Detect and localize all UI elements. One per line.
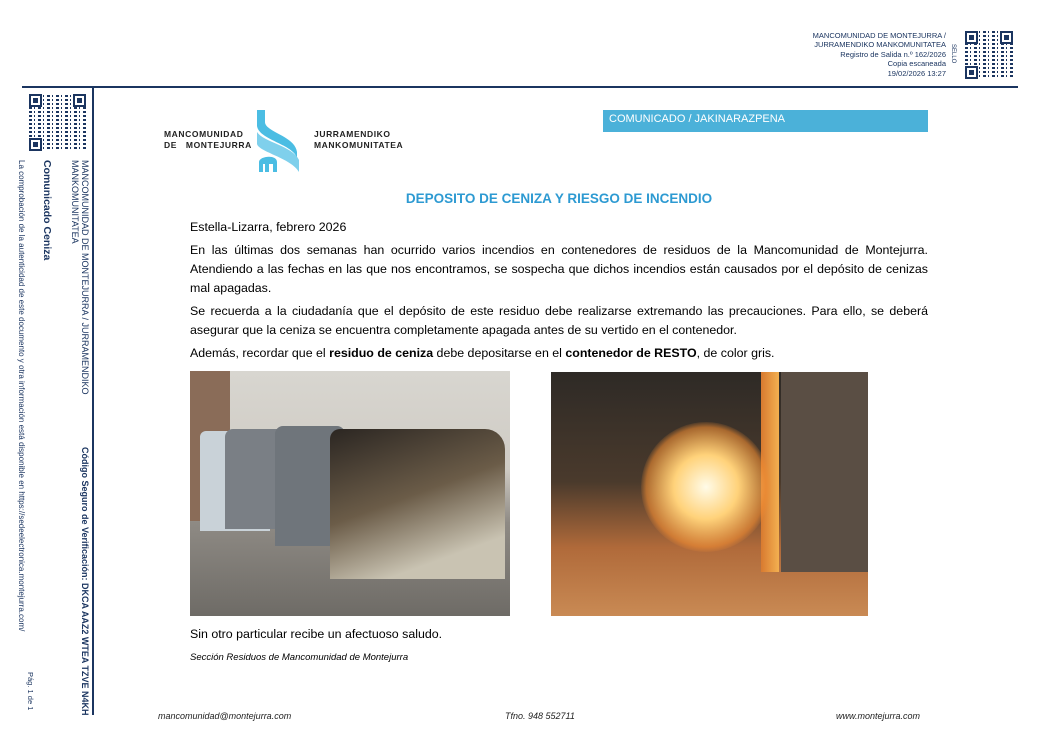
page-number: Pág. 1 de 1 (26, 672, 35, 711)
footer-website[interactable]: www.montejurra.com (836, 711, 921, 721)
container-fire-photo (551, 372, 868, 616)
side-doc-title: Comunicado Ceniza (41, 160, 53, 261)
text: Además, recordar que el (190, 346, 330, 360)
verification-link[interactable]: La comprobación de la autenticidad de este documento y otra información está disponible en https://sedeelectronica.montejurra.com/ (17, 160, 26, 632)
text: debe depositarse en el (433, 346, 566, 360)
side-org-name (70, 160, 90, 395)
burnt-containers-photo (190, 371, 510, 616)
emphasis: contenedor de RESTO (565, 346, 697, 360)
registry-stamp (813, 31, 946, 78)
stamp-line: Copia escaneada (887, 59, 946, 69)
side-org-line: MANCOMUNIDAD DE MONTEJURRA / JURRAMENDIKO (80, 160, 90, 395)
logo-text-eu (314, 129, 403, 151)
logo-line: MANCOMUNIDAD (164, 129, 244, 139)
communique-banner: COMUNICADO / JAKINARAZPENA (603, 110, 928, 132)
paragraph-1: En las últimas dos semanas han ocurrido varios incendios en contenedores de residuos de la Mancomunidad de Montejurra. Atendiendo a las fechas en las que nos encontramos, se sospecha que dichos incendios están causados por el depósito de cenizas mal apagadas. (190, 243, 928, 295)
stamp-registry-number: Registro de Salida n.º 162/2026 (840, 49, 946, 59)
stamp-line: MANCOMUNIDAD DE MONTEJURRA / (812, 31, 946, 40)
closing-line: Sin otro particular recibe un afectuoso saludo. (190, 627, 443, 641)
qr-code-icon (29, 94, 86, 151)
date-line: Estella-Lizarra, febrero 2026 (190, 220, 347, 234)
emphasis: residuo de ceniza (329, 346, 434, 360)
signature: Sección Residuos de Mancomunidad de Montejurra (190, 652, 409, 663)
footer-phone: Tfno. 948 552711 (505, 711, 575, 721)
paragraph-3 (190, 344, 928, 363)
logo-line: JURRAMENDIKO (314, 129, 391, 139)
side-org-line: MANKOMUNITATEA (70, 160, 80, 244)
footer-email[interactable]: mancomunidad@montejurra.com (158, 711, 292, 721)
logo-text-es (164, 129, 252, 151)
sello-label: SELLO (950, 44, 956, 64)
qr-code-icon (965, 31, 1013, 79)
paragraph-2: Se recuerda a la ciudadanía que el depósito de este residuo debe realizarse extremando las precauciones. Para ello, se deberá asegurar que la ceniza se encuentra completamente apagada antes de su vertido en el contenedor. (190, 304, 928, 337)
logo-line: DE MONTEJURRA (164, 140, 252, 150)
text: , de color gris. (696, 346, 775, 360)
document-title: DEPOSITO DE CENIZA Y RIESGO DE INCENDIO (405, 191, 713, 206)
logo-line: MANKOMUNITATEA (314, 140, 404, 150)
logo-icon (255, 110, 303, 174)
csv-code: Código Seguro de Verificación: DKCA AAZ2 WTEA TZVE N4KH (80, 447, 90, 716)
stamp-datetime: 19/02/2026 13:27 (887, 68, 946, 78)
stamp-line: JURRAMENDIKO MANKOMUNITATEA (814, 40, 946, 50)
header-divider (22, 86, 1018, 88)
side-divider (92, 87, 94, 715)
